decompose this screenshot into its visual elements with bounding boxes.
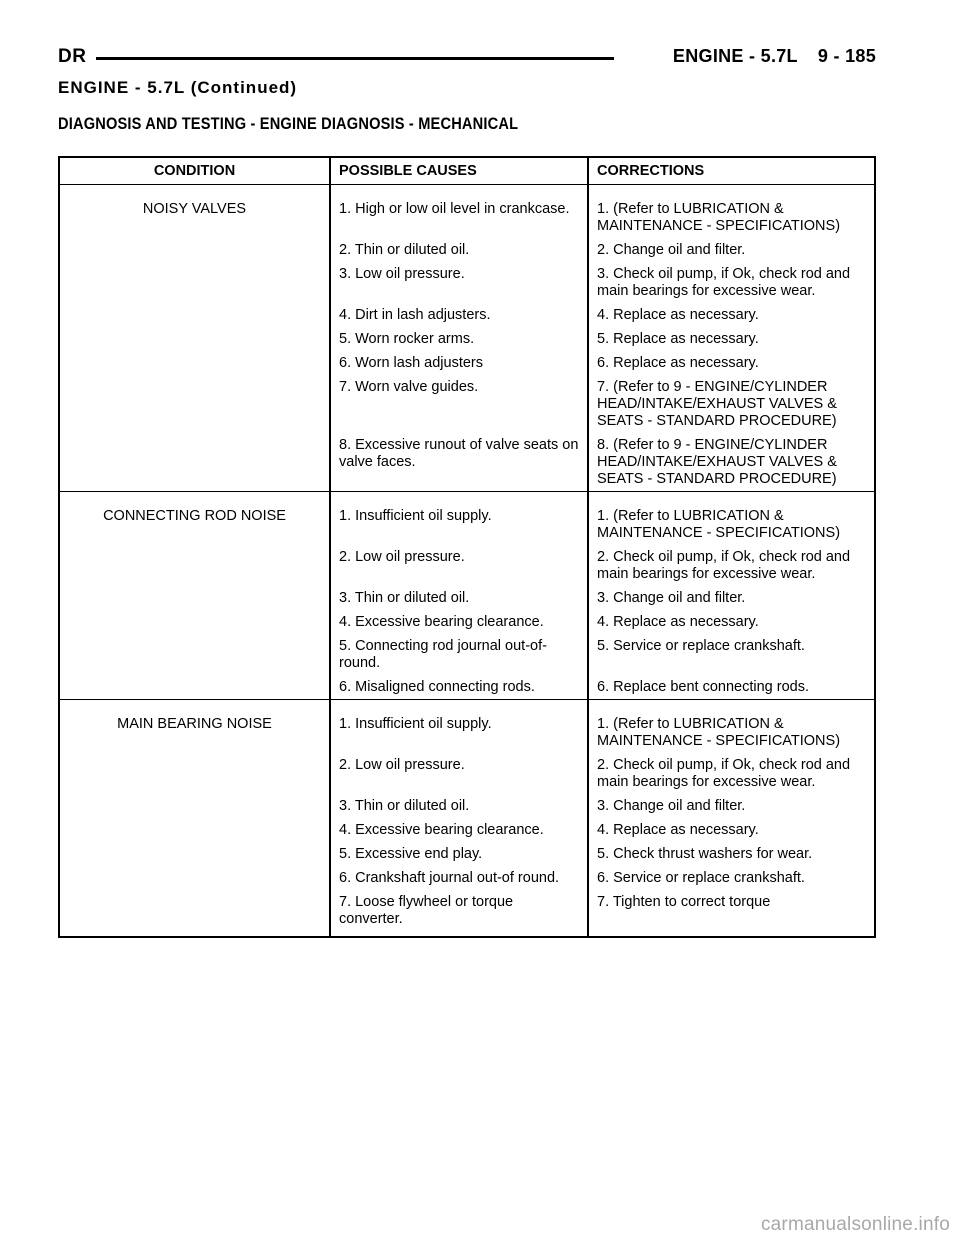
table-row [59, 866, 875, 890]
possible-cause-cell: 5. Excessive end play. [330, 842, 588, 866]
page-header [58, 46, 876, 74]
correction-cell: 6. Service or replace crankshaft. [588, 866, 875, 890]
watermark: carmanualsonline.info [760, 1214, 950, 1235]
table-row [59, 586, 875, 610]
correction-cell: 2. Check oil pump, if Ok, check rod and main bearings for excessive wear. [588, 753, 875, 794]
condition-cell [59, 634, 330, 675]
table-row [59, 433, 875, 492]
column-header-causes: POSSIBLE CAUSES [330, 157, 588, 185]
correction-cell: 1. (Refer to LUBRICATION & MAINTENANCE - SPECIFICATIONS) [588, 492, 875, 546]
correction-cell: 3. Change oil and filter. [588, 794, 875, 818]
correction-cell: 5. Check thrust washers for wear. [588, 842, 875, 866]
condition-cell: MAIN BEARING NOISE [59, 700, 330, 754]
possible-cause-cell: 5. Connecting rod journal out-of-round. [330, 634, 588, 675]
condition-cell [59, 262, 330, 303]
correction-cell: 3. Check oil pump, if Ok, check rod and main bearings for excessive wear. [588, 262, 875, 303]
table-row [59, 818, 875, 842]
possible-cause-cell: 8. Excessive runout of valve seats on valve faces. [330, 433, 588, 492]
section-title: DIAGNOSIS AND TESTING - ENGINE DIAGNOSIS - MECHANICAL [58, 114, 519, 133]
correction-cell: 5. Service or replace crankshaft. [588, 634, 875, 675]
table-row [59, 610, 875, 634]
column-header-condition: CONDITION [59, 157, 330, 185]
condition-cell [59, 610, 330, 634]
correction-cell: 8. (Refer to 9 - ENGINE/CYLINDER HEAD/INTAKE/EXHAUST VALVES & SEATS - STANDARD PROCEDURE) [588, 433, 875, 492]
condition-cell: NOISY VALVES [59, 185, 330, 239]
condition-cell [59, 303, 330, 327]
correction-cell: 7. (Refer to 9 - ENGINE/CYLINDER HEAD/INTAKE/EXHAUST VALVES & SEATS - STANDARD PROCEDURE) [588, 375, 875, 433]
condition-cell [59, 351, 330, 375]
correction-cell: 2. Change oil and filter. [588, 238, 875, 262]
table-row [59, 238, 875, 262]
table-row [59, 303, 875, 327]
possible-cause-cell: 4. Dirt in lash adjusters. [330, 303, 588, 327]
condition-cell [59, 327, 330, 351]
possible-cause-cell: 4. Excessive bearing clearance. [330, 610, 588, 634]
possible-cause-cell: 1. High or low oil level in crankcase. [330, 185, 588, 239]
table-row [59, 185, 875, 239]
table-row [59, 351, 875, 375]
possible-cause-cell: 3. Thin or diluted oil. [330, 794, 588, 818]
diagnosis-table-body [59, 185, 875, 938]
possible-cause-cell: 7. Worn valve guides. [330, 375, 588, 433]
condition-cell [59, 238, 330, 262]
table-row [59, 545, 875, 586]
header-left-code: DR [58, 46, 87, 67]
table-row [59, 700, 875, 754]
possible-cause-cell: 1. Insufficient oil supply. [330, 700, 588, 754]
condition-cell [59, 375, 330, 433]
correction-cell: 4. Replace as necessary. [588, 818, 875, 842]
correction-cell: 1. (Refer to LUBRICATION & MAINTENANCE - SPECIFICATIONS) [588, 185, 875, 239]
condition-cell [59, 545, 330, 586]
condition-cell [59, 890, 330, 937]
correction-cell: 6. Replace bent connecting rods. [588, 675, 875, 700]
condition-cell [59, 753, 330, 794]
table-row [59, 890, 875, 937]
table-row [59, 375, 875, 433]
header-rule [96, 57, 614, 60]
correction-cell: 5. Replace as necessary. [588, 327, 875, 351]
condition-cell: CONNECTING ROD NOISE [59, 492, 330, 546]
correction-cell: 2. Check oil pump, if Ok, check rod and main bearings for excessive wear. [588, 545, 875, 586]
possible-cause-cell: 6. Misaligned connecting rods. [330, 675, 588, 700]
condition-cell [59, 818, 330, 842]
table-row [59, 634, 875, 675]
table-row [59, 753, 875, 794]
correction-cell: 4. Replace as necessary. [588, 610, 875, 634]
possible-cause-cell: 3. Low oil pressure. [330, 262, 588, 303]
continued-heading: ENGINE - 5.7L (Continued) [58, 78, 298, 97]
condition-cell [59, 866, 330, 890]
correction-cell: 4. Replace as necessary. [588, 303, 875, 327]
possible-cause-cell: 6. Crankshaft journal out-of round. [330, 866, 588, 890]
possible-cause-cell: 2. Thin or diluted oil. [330, 238, 588, 262]
correction-cell: 1. (Refer to LUBRICATION & MAINTENANCE - SPECIFICATIONS) [588, 700, 875, 754]
diagnosis-table [58, 156, 876, 938]
possible-cause-cell: 3. Thin or diluted oil. [330, 586, 588, 610]
possible-cause-cell: 5. Worn rocker arms. [330, 327, 588, 351]
possible-cause-cell: 2. Low oil pressure. [330, 753, 588, 794]
table-row [59, 262, 875, 303]
condition-cell [59, 433, 330, 492]
correction-cell: 6. Replace as necessary. [588, 351, 875, 375]
condition-cell [59, 586, 330, 610]
correction-cell: 7. Tighten to correct torque [588, 890, 875, 937]
possible-cause-cell: 6. Worn lash adjusters [330, 351, 588, 375]
table-row [59, 327, 875, 351]
condition-cell [59, 842, 330, 866]
condition-cell [59, 675, 330, 700]
possible-cause-cell: 1. Insufficient oil supply. [330, 492, 588, 546]
table-row [59, 492, 875, 546]
correction-cell: 3. Change oil and filter. [588, 586, 875, 610]
header-right [673, 46, 876, 67]
condition-cell [59, 794, 330, 818]
possible-cause-cell: 7. Loose flywheel or torque converter. [330, 890, 588, 937]
header-page-number: 9 - 185 [817, 46, 876, 66]
table-row [59, 794, 875, 818]
possible-cause-cell: 4. Excessive bearing clearance. [330, 818, 588, 842]
header-section: ENGINE - 5.7L [672, 46, 798, 66]
table-row [59, 842, 875, 866]
table-header-row [59, 157, 875, 185]
column-header-corrections: CORRECTIONS [588, 157, 875, 185]
possible-cause-cell: 2. Low oil pressure. [330, 545, 588, 586]
table-row [59, 675, 875, 700]
